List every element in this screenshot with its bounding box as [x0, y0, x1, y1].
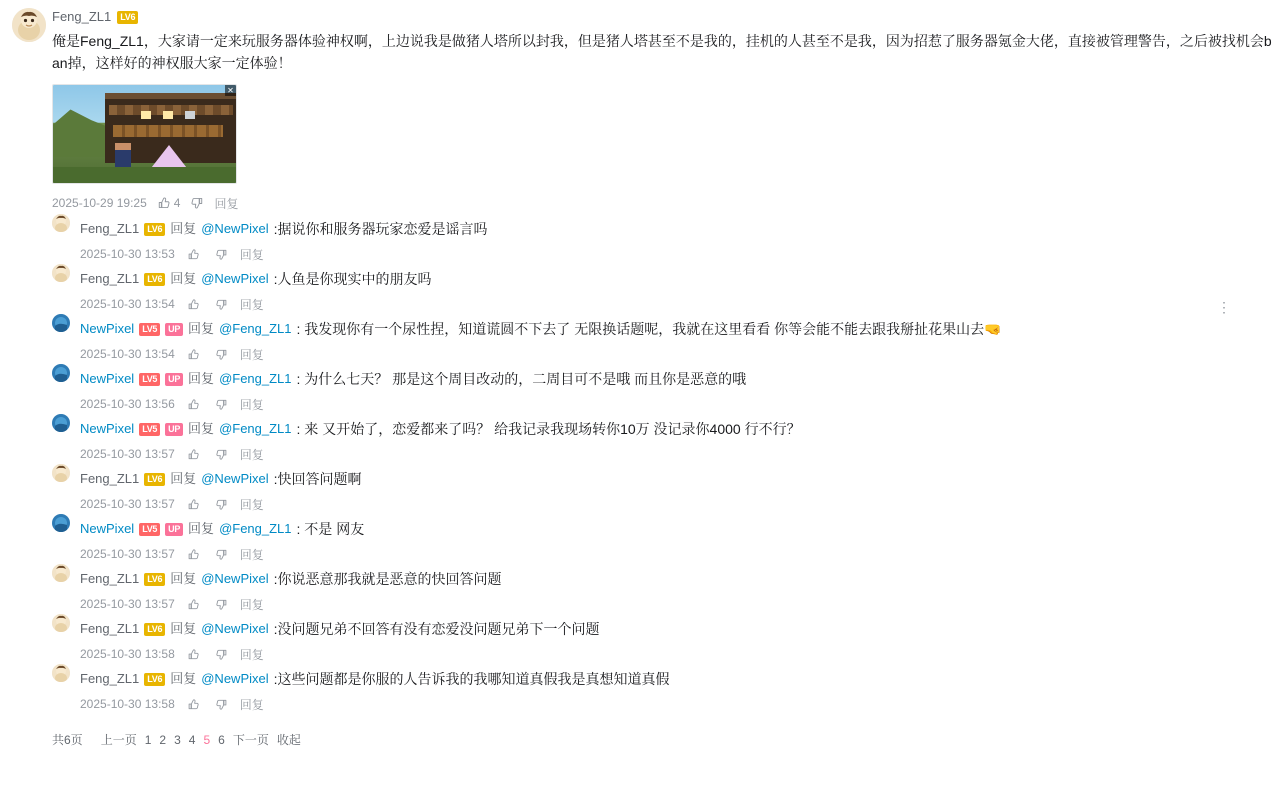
dislike-button[interactable]: [190, 196, 204, 210]
dislike-button[interactable]: [215, 348, 228, 361]
up-badge: UP: [165, 523, 183, 536]
reply-word: 回复: [170, 221, 197, 236]
timestamp: 2025-10-30 13:53: [80, 247, 175, 261]
dislike-button[interactable]: [215, 498, 228, 511]
avatar[interactable]: [52, 314, 70, 332]
mention-link[interactable]: @NewPixel: [201, 471, 269, 486]
like-button[interactable]: [187, 348, 203, 361]
reply-text: : 不是 网友: [296, 521, 365, 537]
dislike-button[interactable]: [215, 448, 228, 461]
reply-button[interactable]: 回复: [239, 397, 264, 412]
reply-meta: [80, 545, 1284, 563]
up-badge: UP: [165, 423, 183, 436]
like-icon: [187, 298, 200, 311]
avatar[interactable]: [52, 364, 70, 382]
reply-text: :快回答问题啊: [273, 471, 362, 487]
reply-username[interactable]: NewPixel: [80, 521, 135, 536]
list-item: [52, 663, 1284, 713]
reply-username[interactable]: NewPixel: [80, 371, 135, 386]
root-comment-header: [52, 8, 1272, 26]
dislike-icon: [215, 498, 228, 511]
timestamp: 2025-10-30 13:58: [80, 647, 175, 661]
list-item: [52, 563, 1284, 613]
level-badge: LV5: [139, 323, 160, 336]
like-button[interactable]: [187, 548, 203, 561]
image-chests: [113, 125, 223, 137]
like-button[interactable]: [187, 498, 203, 511]
level-badge: LV6: [144, 573, 165, 586]
reply-word: 回复: [170, 671, 197, 686]
reply-line: [80, 219, 1284, 239]
avatar-image: [52, 264, 70, 282]
dislike-icon: [215, 698, 228, 711]
reply-text: :没问题兄弟不回答有没有恋爱没问题兄弟下一个问题: [273, 621, 600, 637]
level-badge: LV5: [139, 373, 160, 386]
level-badge: LV5: [139, 523, 160, 536]
timestamp: 2025-10-30 13:56: [80, 397, 175, 411]
level-badge: LV5: [139, 423, 160, 436]
avatar[interactable]: [52, 464, 70, 482]
like-button[interactable]: [187, 398, 203, 411]
level-badge: LV6: [144, 473, 165, 486]
list-item: [52, 613, 1284, 663]
avatar[interactable]: [52, 414, 70, 432]
like-icon: [187, 698, 200, 711]
dislike-icon: [215, 448, 228, 461]
reply-line: [80, 519, 1284, 539]
reply-button[interactable]: 回复: [239, 597, 264, 612]
reply-text: : 我发现你有一个尿性捏，知道谎圆不下去了 无限换话题呢，我就在这里看看 你等会能不能去跟我掰扯花果山去🤜: [296, 321, 1002, 337]
dislike-button[interactable]: [215, 598, 228, 611]
timestamp: 2025-10-30 13:57: [80, 597, 175, 611]
like-button[interactable]: [187, 298, 203, 311]
reply-button[interactable]: 回复: [239, 647, 264, 662]
reply-meta: [80, 445, 1284, 463]
total-pages-label: 共6页: [52, 733, 83, 747]
prev-page-button[interactable]: 上一页: [100, 733, 137, 747]
reply-button[interactable]: 回复: [239, 347, 264, 362]
avatar-image: [52, 564, 70, 582]
reply-username[interactable]: Feng_ZL1: [80, 571, 140, 586]
mention-link[interactable]: @NewPixel: [201, 271, 269, 286]
timestamp: 2025-10-30 13:57: [80, 547, 175, 561]
page-6-button[interactable]: 6: [218, 732, 225, 747]
list-item: [52, 363, 1284, 413]
sub-reply-list: [0, 213, 1284, 713]
like-button[interactable]: [187, 248, 203, 261]
mention-link[interactable]: @NewPixel: [201, 571, 269, 586]
list-item: [52, 263, 1284, 313]
reply-button[interactable]: 回复: [239, 297, 264, 312]
reply-button[interactable]: 回复: [239, 497, 264, 512]
timestamp: 2025-10-30 13:57: [80, 447, 175, 461]
like-button[interactable]: [157, 196, 181, 210]
reply-text: :这些问题都是你服的人告诉我的我哪知道真假我是真想知道真假: [273, 671, 670, 687]
avatar-image: [12, 8, 46, 42]
like-count: 4: [173, 196, 181, 210]
avatar-image: [52, 664, 70, 682]
avatar-image: [52, 514, 70, 532]
like-icon: [157, 196, 171, 210]
reply-button[interactable]: 回复: [239, 697, 264, 712]
reply-word: 回复: [170, 621, 197, 636]
reply-text: : 来 又开始了，恋爱都来了吗？ 给我记录我现场转你10万 没记录你4000 行不行？: [296, 421, 801, 437]
reply-meta: [80, 595, 1284, 613]
like-icon: [187, 548, 200, 561]
image-ground: [53, 167, 236, 183]
image-lights: [141, 111, 151, 119]
root-username[interactable]: Feng_ZL1: [52, 9, 112, 24]
reply-username[interactable]: NewPixel: [80, 321, 135, 336]
root-comment-meta: [52, 193, 1272, 213]
collapse-button[interactable]: 收起: [276, 733, 301, 747]
avatar-image: [52, 464, 70, 482]
level-badge: LV6: [144, 273, 165, 286]
like-icon: [187, 498, 200, 511]
reply-word: 回复: [188, 521, 215, 536]
reply-word: 回复: [188, 371, 215, 386]
dislike-icon: [215, 298, 228, 311]
dislike-button[interactable]: [215, 298, 228, 311]
timestamp: 2025-10-30 13:58: [80, 697, 175, 711]
reply-line: [80, 569, 1284, 589]
reply-line: [80, 469, 1284, 489]
up-badge: UP: [165, 323, 183, 336]
mention-link[interactable]: @NewPixel: [201, 621, 269, 636]
like-icon: [187, 398, 200, 411]
avatar[interactable]: [52, 214, 70, 232]
reply-username[interactable]: Feng_ZL1: [80, 471, 140, 486]
timestamp: 2025-10-29 19:25: [52, 196, 147, 210]
dislike-button[interactable]: [215, 548, 228, 561]
like-button[interactable]: [187, 598, 203, 611]
reply-line: [80, 419, 1284, 439]
dislike-button[interactable]: [215, 698, 228, 711]
reply-meta: [80, 295, 1284, 313]
reply-text: :据说你和服务器玩家恋爱是谣言吗: [273, 221, 488, 237]
reply-text: :人鱼是你现实中的朋友吗: [273, 271, 432, 287]
reply-meta: [80, 395, 1284, 413]
reply-button[interactable]: 回复: [214, 196, 239, 211]
close-icon[interactable]: ✕: [225, 85, 236, 96]
reply-word: 回复: [170, 271, 197, 286]
dislike-icon: [215, 398, 228, 411]
next-page-button[interactable]: 下一页: [232, 733, 269, 747]
mention-link[interactable]: @Feng_ZL1: [219, 421, 292, 436]
reply-line: [80, 619, 1284, 639]
list-item: [52, 513, 1284, 563]
reply-meta: [80, 645, 1284, 663]
page-2-button[interactable]: 2: [159, 732, 167, 747]
avatar-image: [52, 414, 70, 432]
avatar[interactable]: [12, 8, 46, 42]
reply-username[interactable]: NewPixel: [80, 421, 135, 436]
reply-line: [80, 669, 1284, 689]
timestamp: 2025-10-30 13:54: [80, 297, 175, 311]
level-badge: LV6: [144, 673, 165, 686]
like-icon: [187, 248, 200, 261]
mention-link[interactable]: @NewPixel: [201, 671, 269, 686]
reply-meta: [80, 345, 1284, 363]
like-button[interactable]: [187, 448, 203, 461]
level-badge: LV6: [144, 623, 165, 636]
reply-button[interactable]: 回复: [239, 247, 264, 262]
dislike-icon: [215, 348, 228, 361]
avatar-image: [52, 314, 70, 332]
reply-word: 回复: [188, 321, 215, 336]
reply-username[interactable]: Feng_ZL1: [80, 621, 140, 636]
reply-meta: [80, 695, 1284, 713]
root-comment-text: 俺是Feng_ZL1，大家请一定来玩服务器体验神权啊，上边说我是做猪人塔所以封我，但是猪人塔甚至不是我的，挂机的人甚至不是我，因为招惹了服务器氪金大佬，直接被管理警告，之后被找机会ban掉，这样好的神权服大家一定体验！: [52, 33, 1272, 71]
mention-link[interactable]: @NewPixel: [201, 221, 269, 236]
timestamp: 2025-10-30 13:54: [80, 347, 175, 361]
like-button[interactable]: [187, 698, 203, 711]
page-3-button[interactable]: 3: [174, 732, 181, 747]
mention-link[interactable]: @Feng_ZL1: [219, 521, 292, 536]
reply-button[interactable]: 回复: [239, 547, 264, 562]
dislike-button[interactable]: [215, 648, 228, 661]
level-badge: LV6: [117, 11, 138, 24]
level-badge: LV6: [144, 223, 165, 236]
dislike-icon: [215, 248, 228, 261]
list-item: [52, 313, 1284, 363]
reply-line: [80, 269, 1284, 289]
avatar-image: [52, 364, 70, 382]
reply-word: 回复: [170, 571, 197, 586]
mention-link[interactable]: @Feng_ZL1: [219, 321, 292, 336]
mention-link[interactable]: @Feng_ZL1: [219, 371, 292, 386]
avatar[interactable]: [52, 664, 70, 682]
dislike-icon: [190, 196, 204, 210]
reply-meta: [80, 495, 1284, 513]
reply-word: 回复: [188, 421, 215, 436]
reply-button[interactable]: 回复: [239, 447, 264, 462]
page-5-button[interactable]: 5: [203, 732, 211, 747]
timestamp: 2025-10-30 13:57: [80, 497, 175, 511]
reply-meta: [80, 245, 1284, 263]
reply-line: [80, 319, 1284, 339]
comment-image[interactable]: [52, 84, 237, 184]
avatar[interactable]: [52, 614, 70, 632]
pagination: [0, 723, 1284, 748]
like-icon: [187, 648, 200, 661]
root-comment: [0, 0, 1284, 213]
reply-text: : 为什么七天？ 那是这个周目改动的，二周目可不是哦 而且你是恶意的哦: [296, 371, 747, 387]
up-badge: UP: [165, 373, 183, 386]
reply-username[interactable]: Feng_ZL1: [80, 671, 140, 686]
list-item: [52, 463, 1284, 513]
like-icon: [187, 598, 200, 611]
page-1-button[interactable]: 1: [144, 732, 152, 747]
avatar-image: [52, 214, 70, 232]
list-item: [52, 213, 1284, 263]
reply-username[interactable]: Feng_ZL1: [80, 221, 140, 236]
more-options-icon[interactable]: ⋮: [1217, 299, 1232, 315]
reply-word: 回复: [170, 471, 197, 486]
like-button[interactable]: [187, 648, 203, 661]
dislike-button[interactable]: [215, 398, 228, 411]
page-4-button[interactable]: 4: [188, 732, 196, 747]
reply-username[interactable]: Feng_ZL1: [80, 271, 140, 286]
reply-line: [80, 369, 1284, 389]
avatar[interactable]: [52, 564, 70, 582]
avatar[interactable]: [52, 264, 70, 282]
like-icon: [187, 448, 200, 461]
dislike-icon: [215, 598, 228, 611]
reply-text: :你说恶意那我就是恶意的快回答问题: [273, 571, 502, 587]
dislike-icon: [215, 648, 228, 661]
list-item: [52, 413, 1284, 463]
avatar[interactable]: [52, 514, 70, 532]
avatar-image: [52, 614, 70, 632]
like-icon: [187, 348, 200, 361]
dislike-icon: [215, 548, 228, 561]
dislike-button[interactable]: [215, 248, 228, 261]
